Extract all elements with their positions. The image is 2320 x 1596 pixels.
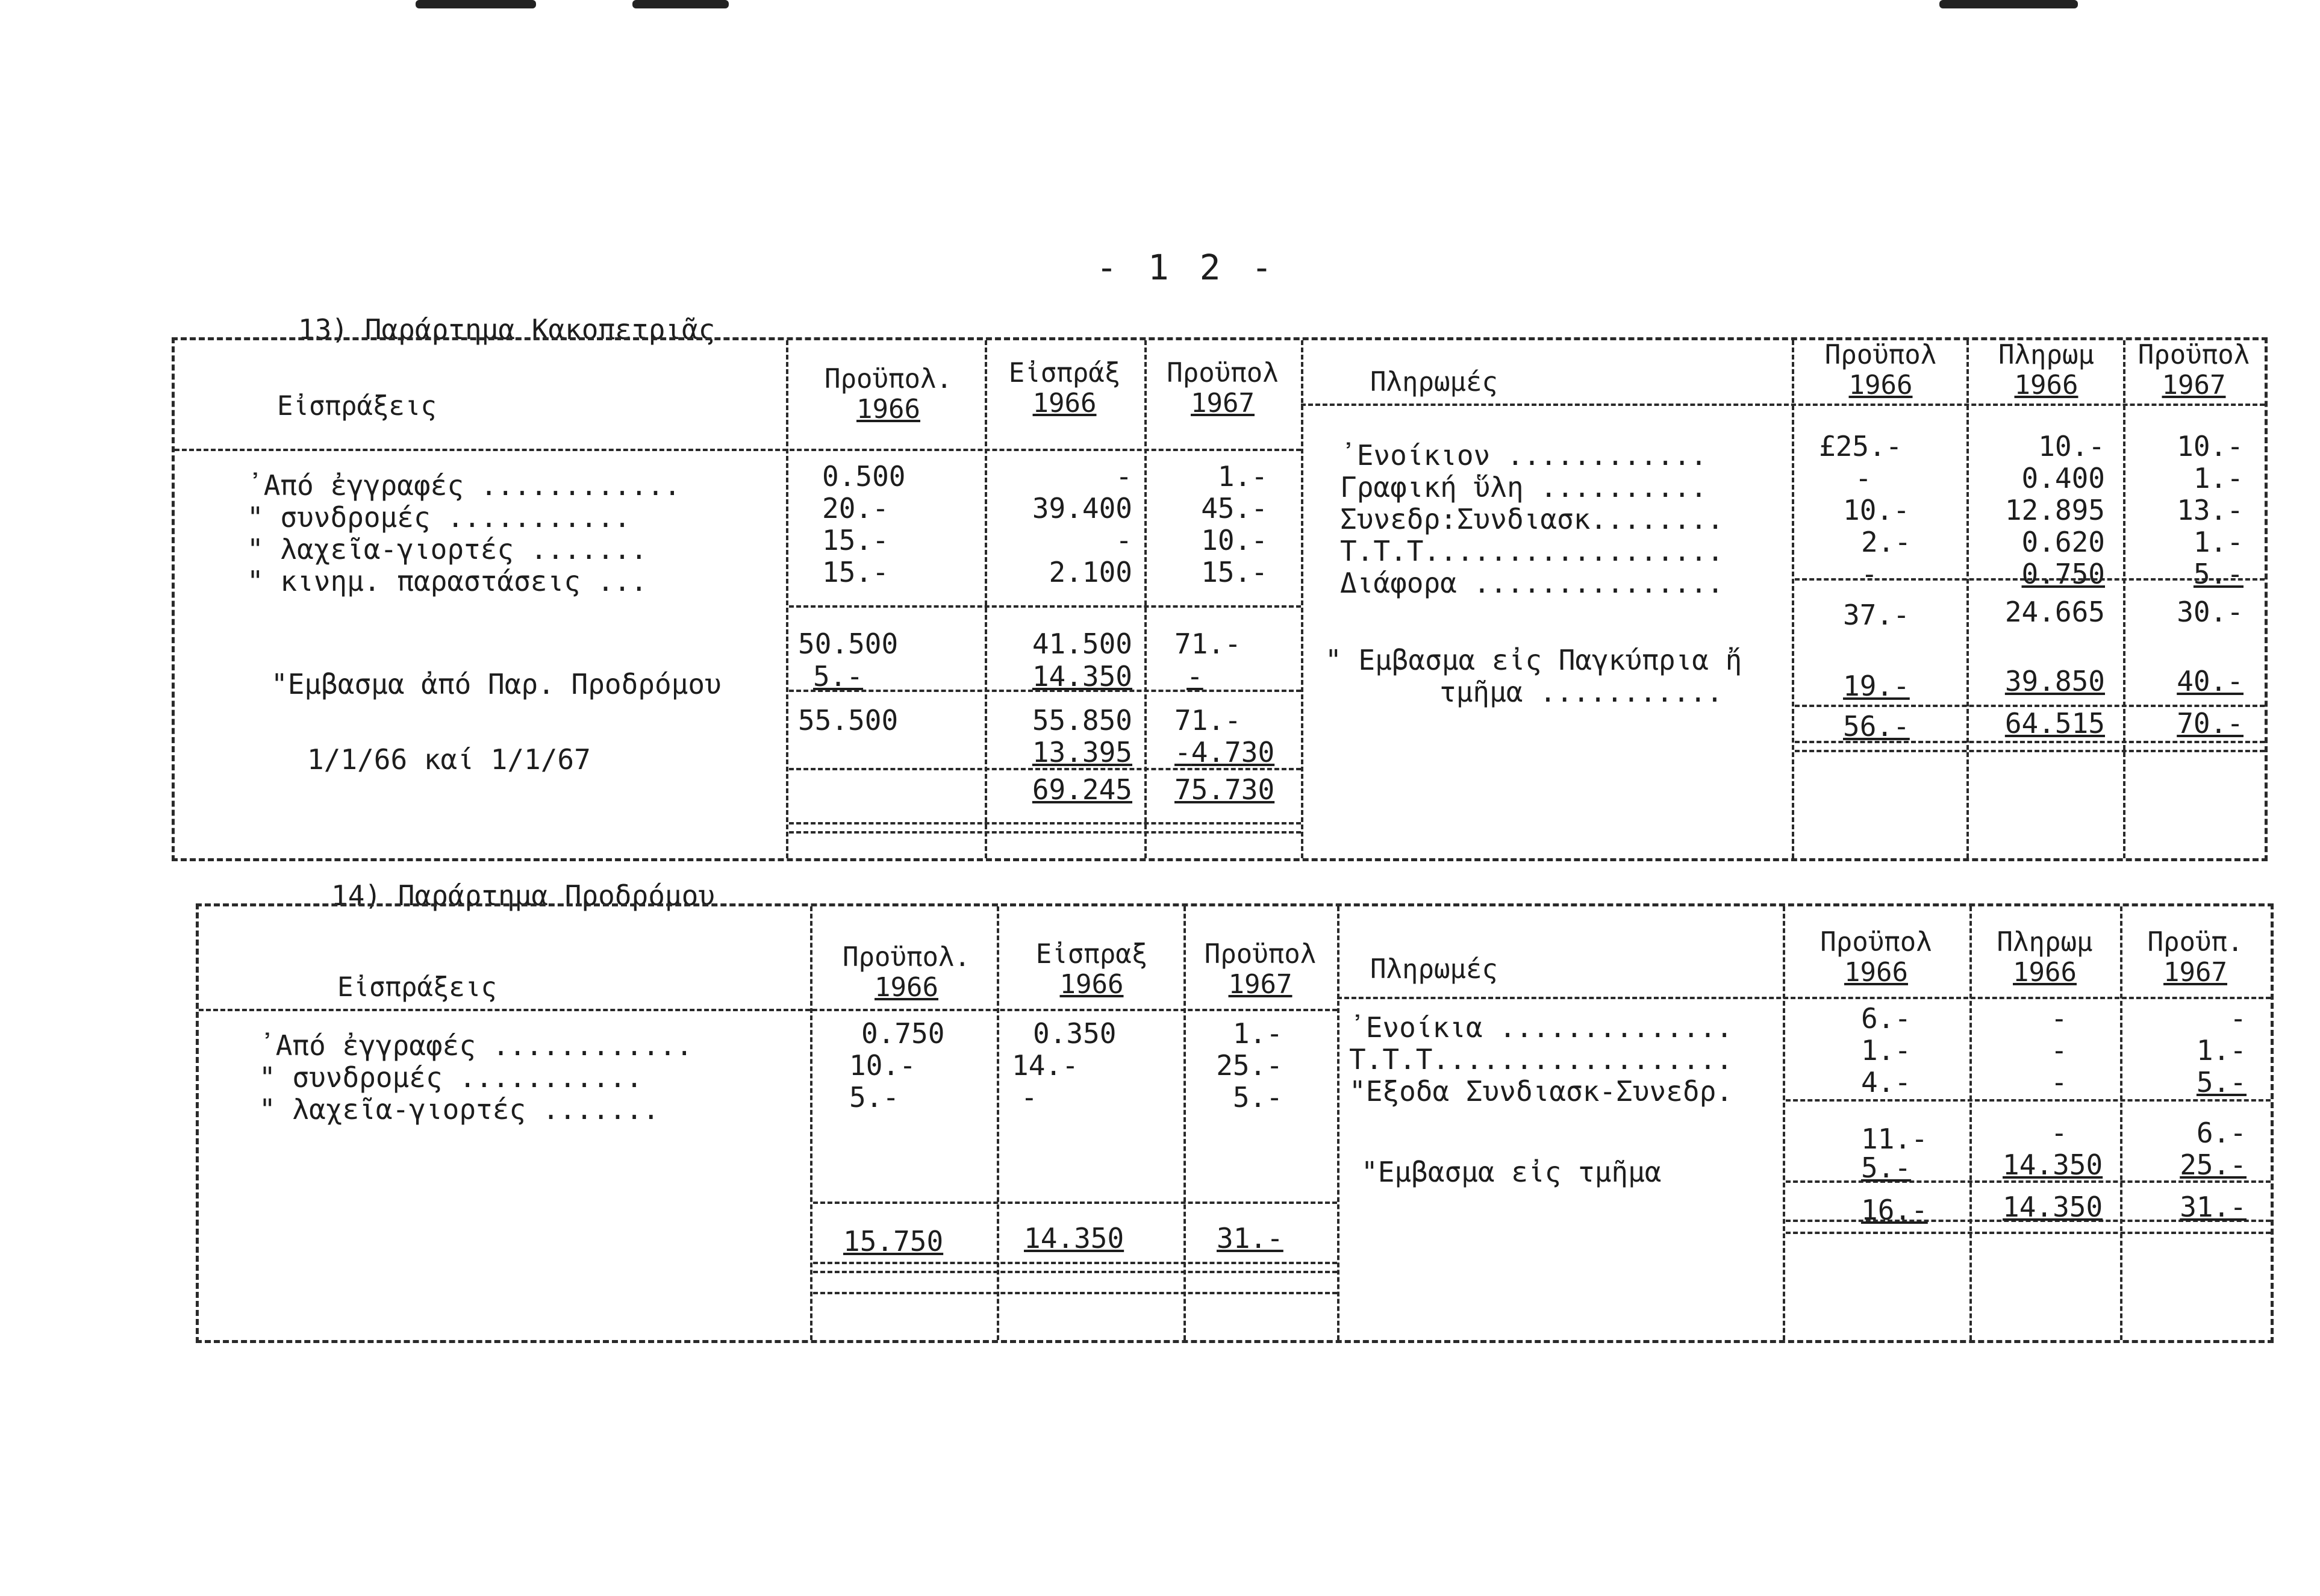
payment-subtotal-paid-1966: - xyxy=(2051,1117,2068,1149)
payment-item: Διάφορα ............... xyxy=(1340,567,1724,599)
subtotal-budget-1966: 50.500 xyxy=(798,628,899,660)
column-divider xyxy=(1337,906,1339,1340)
total-receipts-1966: 55.850 xyxy=(1032,704,1132,737)
total-rule xyxy=(789,831,1301,834)
payments-header: Πληρωμές xyxy=(1370,954,1498,985)
payment-subtotal-paid-1966: 24.665 xyxy=(2004,596,2105,628)
remittance-budget-1967: - xyxy=(1187,660,1203,693)
payment-subtotal-budget-1966: 11.- xyxy=(1861,1123,1928,1155)
payment-remittance-label: "Εμβασμα εἰς τμῆμα xyxy=(1361,1156,1662,1188)
header-rule xyxy=(175,449,1301,451)
budget-1967-value: 10.- xyxy=(1201,524,1268,556)
receipts-1966-value: 39.400 xyxy=(1032,492,1132,525)
payment-subtotal-budget-1966: 37.- xyxy=(1843,599,1910,631)
payment-budget-1966-value: 10.- xyxy=(1843,494,1910,526)
receipt-item: " συνδρομές ........... xyxy=(247,501,631,534)
total-budget-1966: 55.500 xyxy=(798,704,899,737)
payment-remittance-paid-1966: 14.350 xyxy=(2003,1149,2103,1181)
payment-total-budget-1967: 31.- xyxy=(2180,1191,2247,1223)
paid-1966-value: - xyxy=(2051,1034,2068,1067)
receipts-1966-header: Εἰσπράξ 1966 xyxy=(1008,358,1121,419)
budget-1966-value: 0.750 xyxy=(861,1017,945,1050)
receipts-1966-value: - xyxy=(1115,460,1132,493)
budget-1967-value: 45.- xyxy=(1201,492,1268,525)
payment-total-budget-1966: 56.- xyxy=(1843,710,1910,743)
budget-1967-value: 1.- xyxy=(1232,1017,1283,1050)
balance-budget-1967: -4.730 xyxy=(1174,736,1275,768)
header-rule xyxy=(199,1009,1337,1011)
scan-artifact xyxy=(632,0,729,8)
payment-remittance-budget-1967: 25.- xyxy=(2180,1149,2247,1181)
payment-budget-1967-value: 5.- xyxy=(2196,1066,2247,1099)
budget-1966-value: 20.- xyxy=(822,492,889,525)
payment-budget-1967-value: 5.- xyxy=(2193,558,2244,590)
payment-budget-1966-value: - xyxy=(1861,558,1878,590)
payment-remittance-paid-1966: 39.850 xyxy=(2004,665,2105,697)
column-divider xyxy=(2120,906,2122,1340)
subtotal-receipts-1966: 41.500 xyxy=(1032,628,1132,660)
payment-budget-1967-value: - xyxy=(2230,1002,2247,1035)
subtotal-rule xyxy=(789,605,1301,608)
total-rule xyxy=(789,822,1301,824)
payment-subtotal-budget-1967: 30.- xyxy=(2177,596,2244,628)
receipt-item: " λαχεῖα-γιορτές ....... xyxy=(259,1093,660,1126)
receipts-1966-value: - xyxy=(1021,1081,1038,1114)
payment-subtotal-budget-1967: 6.- xyxy=(2196,1117,2247,1149)
column-divider xyxy=(1966,340,1969,858)
payment-budget-1966-value: 1.- xyxy=(1861,1034,1912,1067)
payment-budget-1967-value: 10.- xyxy=(2177,430,2244,463)
total-budget-1967: 71.- xyxy=(1174,704,1241,737)
balance-receipts-1966: 13.395 xyxy=(1032,736,1132,768)
payment-remittance-label: " Εμβασμα εἰς Παγκύπρια ἤ xyxy=(1325,644,1742,676)
budget-1967-value: 1.- xyxy=(1217,460,1268,493)
payment-total-budget-1967: 70.- xyxy=(2177,707,2244,740)
balance-label: 1/1/66 καί 1/1/67 xyxy=(307,743,591,776)
payments-header: Πληρωμές xyxy=(1370,367,1498,397)
payment-total-paid-1966: 64.515 xyxy=(2004,707,2105,740)
payment-remittance-budget-1967: 40.- xyxy=(2177,665,2244,697)
receipts-header: Εἰσπράξεις xyxy=(277,391,437,422)
receipt-item: " συνδρομές ........... xyxy=(259,1061,643,1094)
paid-1966-value: 12.895 xyxy=(2004,494,2105,526)
budget-1966-header: Προϋπολ. 1966 xyxy=(843,942,970,1003)
payment-budget-1967-value: 1.- xyxy=(2193,526,2244,558)
budget-1966-value: 15.- xyxy=(822,524,889,556)
total-rule xyxy=(813,1292,1337,1294)
paid-1966-header: Πληρωμ 1966 xyxy=(1998,340,2094,401)
payment-total-budget-1966: 16.- xyxy=(1861,1194,1928,1226)
section-13-title: 13) Παράρτημα Κακοπετριᾶς xyxy=(298,313,716,346)
subtotal-rule xyxy=(813,1202,1337,1204)
budget-1966-value: 15.- xyxy=(822,556,889,588)
paid-1966-header: Πληρωμ 1966 xyxy=(1997,927,2093,988)
payment-item: Γραφική ὕλη .......... xyxy=(1340,471,1707,503)
total-budget-1966: 15.750 xyxy=(843,1225,944,1258)
total-budget-1967: 31.- xyxy=(1217,1222,1283,1255)
payment-budget-1966-value: £25.- xyxy=(1819,430,1903,463)
budget-1966-value: 0.500 xyxy=(822,460,906,493)
column-divider xyxy=(985,340,987,858)
subtotal-budget-1967: 71.- xyxy=(1174,628,1241,660)
payment-total-paid-1966: 14.350 xyxy=(2003,1191,2103,1223)
payment-budget-1967-header: Προϋπολ 1967 xyxy=(2138,340,2250,401)
remittance-budget-1966: 5.- xyxy=(813,660,864,693)
paid-1966-value: 0.750 xyxy=(2021,558,2105,590)
header-rule xyxy=(1301,404,2265,406)
paid-1966-value: 0.620 xyxy=(2021,526,2105,558)
receipts-1966-header: Εἰσπραξ 1966 xyxy=(1035,939,1148,1000)
payment-budget-1966-value: 4.- xyxy=(1861,1066,1912,1099)
scan-artifact xyxy=(1939,0,2078,8)
paid-1966-value: - xyxy=(2051,1002,2068,1035)
column-divider xyxy=(1183,906,1186,1340)
budget-1967-header: Προϋπολ 1967 xyxy=(1204,939,1317,1000)
payment-remittance-budget-1966: 19.- xyxy=(1843,670,1910,702)
column-divider xyxy=(1301,340,1303,858)
section-13-table xyxy=(172,337,2268,861)
receipts-1966-value: 0.350 xyxy=(1033,1017,1117,1050)
payment-item: Συνεδρ:Συνδιασκ........ xyxy=(1340,503,1724,535)
grand-budget-1967: 75.730 xyxy=(1174,773,1275,806)
total-rule xyxy=(813,1262,1337,1264)
receipts-1966-value: - xyxy=(1115,524,1132,556)
payment-item: Τ.Τ.Τ.................. xyxy=(1349,1043,1733,1076)
column-divider xyxy=(1792,340,1794,858)
subtotal-rule xyxy=(1786,1099,2271,1102)
payment-budget-1966-header: Προϋπολ 1966 xyxy=(1824,340,1937,401)
payment-budget-1967-value: 1.- xyxy=(2193,462,2244,494)
total-rule xyxy=(1795,750,2265,752)
budget-1967-value: 25.- xyxy=(1216,1049,1283,1082)
payment-budget-1967-value: 13.- xyxy=(2177,494,2244,526)
budget-1967-value: 5.- xyxy=(1232,1081,1283,1114)
remittance-label: "Εμβασμα ἀπό Παρ. Προδρόμου xyxy=(271,668,722,700)
scan-artifact xyxy=(416,0,536,8)
total-rule xyxy=(1786,1232,2271,1234)
column-divider xyxy=(1783,906,1785,1340)
payment-budget-1966-header: Προϋπολ 1966 xyxy=(1820,927,1932,988)
receipts-header: Εἰσπράξεις xyxy=(337,972,497,1003)
payment-budget-1967-value: 1.- xyxy=(2196,1034,2247,1067)
payment-budget-1966-value: 6.- xyxy=(1861,1002,1912,1035)
receipts-1966-value: 14.- xyxy=(1012,1049,1079,1082)
payment-budget-1966-value: 2.- xyxy=(1861,526,1912,558)
receipt-item: " λαχεῖα-γιορτές ....... xyxy=(247,533,647,566)
payment-budget-1967-header: Προϋπ. 1967 xyxy=(2147,927,2244,988)
page-number: - 1 2 - xyxy=(1096,247,1277,288)
column-divider xyxy=(2123,340,2125,858)
receipts-1966-value: 2.100 xyxy=(1049,556,1132,588)
remittance-receipts-1966: 14.350 xyxy=(1032,660,1132,693)
receipt-item: ᾿Από ἐγγραφές ............ xyxy=(247,469,681,502)
budget-1966-value: 5.- xyxy=(849,1081,900,1114)
payment-item: "Εξοδα Συνδιασκ-Συνεδρ. xyxy=(1349,1075,1733,1108)
section-14-title: 14) Παράρτημα Προδρόμου xyxy=(331,879,715,912)
payment-remittance-budget-1966: 5.- xyxy=(1861,1152,1912,1184)
receipt-item: ᾿Από ἐγγραφές ............ xyxy=(259,1029,693,1062)
payment-item: Τ.Τ.Τ.................. xyxy=(1340,535,1724,567)
column-divider xyxy=(786,340,788,858)
grand-receipts-1966: 69.245 xyxy=(1032,773,1132,806)
header-rule xyxy=(1337,997,2271,999)
total-receipts-1966: 14.350 xyxy=(1024,1222,1124,1255)
column-divider xyxy=(810,906,812,1340)
budget-1966-value: 10.- xyxy=(849,1049,916,1082)
paid-1966-value: 0.400 xyxy=(2021,462,2105,494)
budget-1966-header: Προϋπολ. 1966 xyxy=(825,364,952,425)
paid-1966-value: 10.- xyxy=(2038,430,2105,463)
total-rule xyxy=(813,1271,1337,1273)
column-divider xyxy=(1144,340,1147,858)
column-divider xyxy=(1969,906,1972,1340)
budget-1967-header: Προϋπολ 1967 xyxy=(1167,358,1279,419)
column-divider xyxy=(997,906,999,1340)
payment-budget-1966-value: - xyxy=(1855,462,1872,494)
receipt-item: " κινημ. παραστάσεις ... xyxy=(247,565,647,597)
payment-remittance-label: τμῆμα ........... xyxy=(1439,676,1723,708)
payment-item: ᾿Ενοίκια .............. xyxy=(1349,1011,1733,1044)
section-14-table xyxy=(196,903,2274,1343)
paid-1966-value: - xyxy=(2051,1066,2068,1099)
budget-1967-value: 15.- xyxy=(1201,556,1268,588)
payment-item: ᾿Ενοίκιον ............ xyxy=(1340,439,1707,472)
